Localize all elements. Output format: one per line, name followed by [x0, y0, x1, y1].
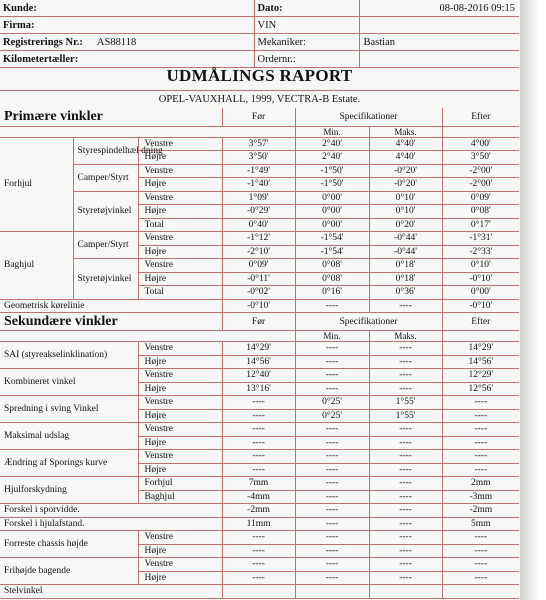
param-label: Camper/Styrt — [73, 232, 138, 259]
value-for: 11mm — [222, 517, 295, 531]
table-row — [0, 313, 519, 331]
table-row — [0, 531, 519, 545]
value-efter: 14°56' — [442, 355, 519, 369]
table-row — [0, 259, 519, 273]
value-min: 2°40' — [295, 151, 369, 165]
value-efter: 12°29' — [442, 369, 519, 383]
mekaniker-label: Mekaniker: — [257, 36, 306, 48]
ordre-value-cell — [359, 51, 519, 68]
value-maks: 0°36' — [369, 286, 442, 300]
value-efter: 0°00' — [442, 286, 519, 300]
value-efter: 5mm — [442, 517, 519, 531]
value-maks — [369, 585, 442, 599]
value-maks: 4°40' — [369, 137, 442, 151]
side-label: Venstre — [138, 423, 222, 437]
ordre-label: Ordernr.: — [257, 53, 296, 65]
title-divider — [0, 90, 519, 91]
side-label: Højre — [138, 245, 222, 259]
value-efter: ---- — [442, 409, 519, 423]
km-cell — [0, 51, 254, 68]
value-min: ---- — [295, 558, 369, 572]
value-maks: 0°20' — [369, 218, 442, 232]
value-for: 1°09' — [222, 191, 295, 205]
value-for: ---- — [222, 409, 295, 423]
blank-cell — [0, 126, 295, 137]
value-for: 3°57' — [222, 137, 295, 151]
value-for — [222, 585, 295, 599]
table-row — [0, 450, 519, 464]
value-for: 3°50' — [222, 151, 295, 165]
side-label: Højre — [138, 272, 222, 286]
value-maks: 0°10' — [369, 205, 442, 219]
side-label: Højre — [138, 463, 222, 477]
side-label: Venstre — [138, 342, 222, 356]
value-efter: -2mm — [442, 504, 519, 518]
value-maks: -0°44' — [369, 232, 442, 246]
col-efter-header: Efter — [442, 313, 519, 331]
table-row — [0, 342, 519, 356]
value-maks: 1°55' — [369, 396, 442, 410]
value-min: -1°54' — [295, 232, 369, 246]
vin-label: VIN — [257, 19, 277, 31]
value-for: -1°40' — [222, 178, 295, 192]
reg-label: Registrerings Nr.: — [3, 36, 83, 48]
value-min: ---- — [295, 490, 369, 504]
value-min: ---- — [295, 382, 369, 396]
value-efter: ---- — [442, 423, 519, 437]
value-maks: -0°20' — [369, 178, 442, 192]
value-min: ---- — [295, 299, 369, 313]
value-maks: ---- — [369, 490, 442, 504]
value-min: 2°40' — [295, 137, 369, 151]
value-for: ---- — [222, 558, 295, 572]
value-for: ---- — [222, 423, 295, 437]
value-min: 0°00' — [295, 218, 369, 232]
value-maks: -0°44' — [369, 245, 442, 259]
paper-shadow — [520, 0, 546, 600]
blank-cell — [442, 331, 519, 342]
side-label: Total — [138, 218, 222, 232]
primary-section-heading: Primære vinkler — [0, 108, 222, 126]
value-maks: ---- — [369, 436, 442, 450]
table-row — [0, 331, 519, 342]
value-for: -1°49' — [222, 164, 295, 178]
value-for: ---- — [222, 544, 295, 558]
value-min: ---- — [295, 436, 369, 450]
param-label: Forreste chassis højde — [0, 531, 138, 558]
value-maks: ---- — [369, 355, 442, 369]
table-row — [0, 126, 519, 137]
table-row — [0, 585, 519, 599]
value-maks: ---- — [369, 463, 442, 477]
value-for: -2mm — [222, 504, 295, 518]
value-maks: ---- — [369, 299, 442, 313]
value-maks: ---- — [369, 342, 442, 356]
col-maks-header: Maks. — [369, 126, 442, 137]
kunde-cell — [0, 0, 254, 17]
value-min: ---- — [295, 463, 369, 477]
table-row — [0, 423, 519, 437]
param-label: Stelvinkel — [0, 585, 222, 599]
value-maks: ---- — [369, 450, 442, 464]
value-efter: ---- — [442, 531, 519, 545]
value-for: 13°16' — [222, 382, 295, 396]
side-label: Højre — [138, 151, 222, 165]
value-maks: ---- — [369, 517, 442, 531]
side-label: Venstre — [138, 164, 222, 178]
value-efter: ---- — [442, 558, 519, 572]
value-efter: 0°17' — [442, 218, 519, 232]
table-row — [0, 299, 519, 313]
value-efter: -2°33' — [442, 245, 519, 259]
value-min: 0°25' — [295, 409, 369, 423]
firma-cell — [0, 17, 254, 34]
table-row — [0, 477, 519, 491]
col-spec-header: Specifikationer — [295, 108, 442, 126]
dato-value: 08-08-2016 09:15 — [439, 2, 515, 14]
param-label: Hjulforskydning — [0, 477, 138, 504]
value-efter: 2mm — [442, 477, 519, 491]
blank-cell — [442, 126, 519, 137]
group-label-baghjul: Baghjul — [0, 232, 73, 300]
value-min: ---- — [295, 517, 369, 531]
value-min: -1°50' — [295, 164, 369, 178]
value-maks: 0°18' — [369, 259, 442, 273]
value-for: -0°02' — [222, 286, 295, 300]
col-min-header: Min. — [295, 331, 369, 342]
value-min: ---- — [295, 355, 369, 369]
vehicle-line: OPEL-VAUXHALL, 1999, VECTRA-B Estate. — [158, 94, 361, 105]
side-label: Venstre — [138, 259, 222, 273]
value-maks: ---- — [369, 477, 442, 491]
param-label: Camper/Styrt — [73, 164, 138, 191]
table-row — [0, 108, 519, 126]
side-label: Venstre — [138, 191, 222, 205]
table-row — [0, 137, 519, 151]
value-for: -4mm — [222, 490, 295, 504]
kunde-label: Kunde: — [3, 2, 37, 14]
report-title: UDMÅLINGS RAPORT — [166, 66, 353, 85]
vin-label-cell — [254, 17, 359, 34]
value-maks: 1°55' — [369, 409, 442, 423]
value-for: -0°10' — [222, 299, 295, 313]
param-label: Forskel i hjulafstand. — [0, 517, 222, 531]
side-label: Venstre — [138, 450, 222, 464]
value-min: ---- — [295, 423, 369, 437]
value-for: -0°29' — [222, 205, 295, 219]
km-label: Kilometertæller: — [3, 53, 79, 65]
param-label: Frihøjde bagende — [0, 558, 138, 585]
table-row — [0, 232, 519, 246]
table-row — [0, 504, 519, 518]
reg-cell — [0, 34, 254, 51]
param-label: Kombineret vinkel — [0, 369, 138, 396]
side-label: Højre — [138, 571, 222, 585]
value-min: 0°08' — [295, 272, 369, 286]
secondary-section-heading: Sekundære vinkler — [0, 313, 222, 331]
value-maks: 4°40' — [369, 151, 442, 165]
value-maks: ---- — [369, 423, 442, 437]
side-label: Venstre — [138, 137, 222, 151]
col-spec-header: Specifikationer — [295, 313, 442, 331]
col-min-header: Min. — [295, 126, 369, 137]
mekaniker-label-cell — [254, 34, 359, 51]
value-min: ---- — [295, 369, 369, 383]
col-for-header: Før — [222, 108, 295, 126]
value-for: ---- — [222, 396, 295, 410]
value-efter: 3°50' — [442, 151, 519, 165]
dato-label: Dato: — [257, 2, 283, 14]
value-min: 0°25' — [295, 396, 369, 410]
value-min: ---- — [295, 571, 369, 585]
side-label: Højre — [138, 409, 222, 423]
param-label: Spredning i sving Vinkel — [0, 396, 138, 423]
param-label: SAI (styreakselinklination) — [0, 342, 138, 369]
value-maks: 0°10' — [369, 191, 442, 205]
value-min: ---- — [295, 544, 369, 558]
value-maks: ---- — [369, 544, 442, 558]
value-efter: 0°08' — [442, 205, 519, 219]
col-for-header: Før — [222, 313, 295, 331]
col-efter-header: Efter — [442, 108, 519, 126]
table-row — [0, 396, 519, 410]
value-efter: 14°29' — [442, 342, 519, 356]
side-label: Højre — [138, 355, 222, 369]
value-maks: ---- — [369, 382, 442, 396]
value-efter: ---- — [442, 436, 519, 450]
vin-value-cell — [359, 17, 519, 34]
side-label: Venstre — [138, 396, 222, 410]
value-for: 14°29' — [222, 342, 295, 356]
blank-cell — [0, 331, 295, 342]
value-for: 0°09' — [222, 259, 295, 273]
value-min — [295, 585, 369, 599]
value-maks: ---- — [369, 504, 442, 518]
value-for: 7mm — [222, 477, 295, 491]
value-for: 14°56' — [222, 355, 295, 369]
ordre-label-cell — [254, 51, 359, 68]
side-label: Højre — [138, 178, 222, 192]
value-efter: 0°10' — [442, 259, 519, 273]
value-maks: ---- — [369, 571, 442, 585]
value-efter: 4°00' — [442, 137, 519, 151]
value-efter: -2°00' — [442, 178, 519, 192]
param-label: Styretøjvinkel — [73, 259, 138, 300]
value-for: -2°10' — [222, 245, 295, 259]
header-info-table — [0, 0, 519, 68]
value-for: -1°12' — [222, 232, 295, 246]
value-for: -0°11' — [222, 272, 295, 286]
param-label: Styrespindelhæl dning — [73, 137, 138, 164]
side-label: Total — [138, 286, 222, 300]
value-for: ---- — [222, 463, 295, 477]
value-min: 0°00' — [295, 205, 369, 219]
value-efter: -2°00' — [442, 164, 519, 178]
measurement-table — [0, 108, 519, 599]
value-efter: -1°31' — [442, 232, 519, 246]
side-label: Højre — [138, 436, 222, 450]
value-efter: ---- — [442, 450, 519, 464]
table-row — [0, 517, 519, 531]
value-for: ---- — [222, 531, 295, 545]
side-label: Højre — [138, 382, 222, 396]
side-label: Forhjul — [138, 477, 222, 491]
side-label: Venstre — [138, 232, 222, 246]
side-label: Venstre — [138, 531, 222, 545]
value-min: 0°00' — [295, 191, 369, 205]
value-efter: ---- — [442, 463, 519, 477]
value-for: ---- — [222, 436, 295, 450]
value-efter: ---- — [442, 396, 519, 410]
value-min: ---- — [295, 531, 369, 545]
side-label: Højre — [138, 205, 222, 219]
group-label-forhjul: Forhjul — [0, 137, 73, 232]
value-for: 0°40' — [222, 218, 295, 232]
side-label: Baghjul — [138, 490, 222, 504]
value-maks: ---- — [369, 558, 442, 572]
value-min: ---- — [295, 504, 369, 518]
value-min: 0°08' — [295, 259, 369, 273]
col-maks-header: Maks. — [369, 331, 442, 342]
value-efter: -3mm — [442, 490, 519, 504]
value-min: -1°54' — [295, 245, 369, 259]
table-row — [0, 369, 519, 383]
value-min: ---- — [295, 342, 369, 356]
firma-label: Firma: — [3, 19, 35, 31]
value-efter: -0°10' — [442, 272, 519, 286]
value-maks: ---- — [369, 531, 442, 545]
value-min: -1°50' — [295, 178, 369, 192]
value-maks: -0°20' — [369, 164, 442, 178]
value-maks: ---- — [369, 369, 442, 383]
table-row — [0, 164, 519, 178]
value-for: 12°40' — [222, 369, 295, 383]
value-efter: -0°10' — [442, 299, 519, 313]
value-for: ---- — [222, 571, 295, 585]
side-label: Venstre — [138, 369, 222, 383]
param-label: Maksimal udslag — [0, 423, 138, 450]
param-label: Ændring af Sporings kurve — [0, 450, 138, 477]
value-min: ---- — [295, 450, 369, 464]
side-label: Venstre — [138, 558, 222, 572]
table-row — [0, 191, 519, 205]
value-efter: 12°56' — [442, 382, 519, 396]
value-efter: ---- — [442, 571, 519, 585]
value-for: ---- — [222, 450, 295, 464]
reg-value: AS88118 — [96, 36, 137, 48]
value-min: ---- — [295, 477, 369, 491]
param-label: Styretøjvinkel — [73, 191, 138, 232]
dato-label-cell — [254, 0, 359, 17]
param-label: Forskel i sporvidde. — [0, 504, 222, 518]
value-efter: 0°09' — [442, 191, 519, 205]
value-efter: ---- — [442, 544, 519, 558]
dato-value-cell — [359, 0, 519, 17]
param-label: Geometrisk kørelinie — [0, 299, 222, 313]
value-maks: 0°18' — [369, 272, 442, 286]
table-row — [0, 558, 519, 572]
value-efter — [442, 585, 519, 599]
side-label: Højre — [138, 544, 222, 558]
mekaniker-value: Bastian — [363, 36, 395, 48]
value-min: 0°16' — [295, 286, 369, 300]
mekaniker-value-cell — [359, 34, 519, 51]
